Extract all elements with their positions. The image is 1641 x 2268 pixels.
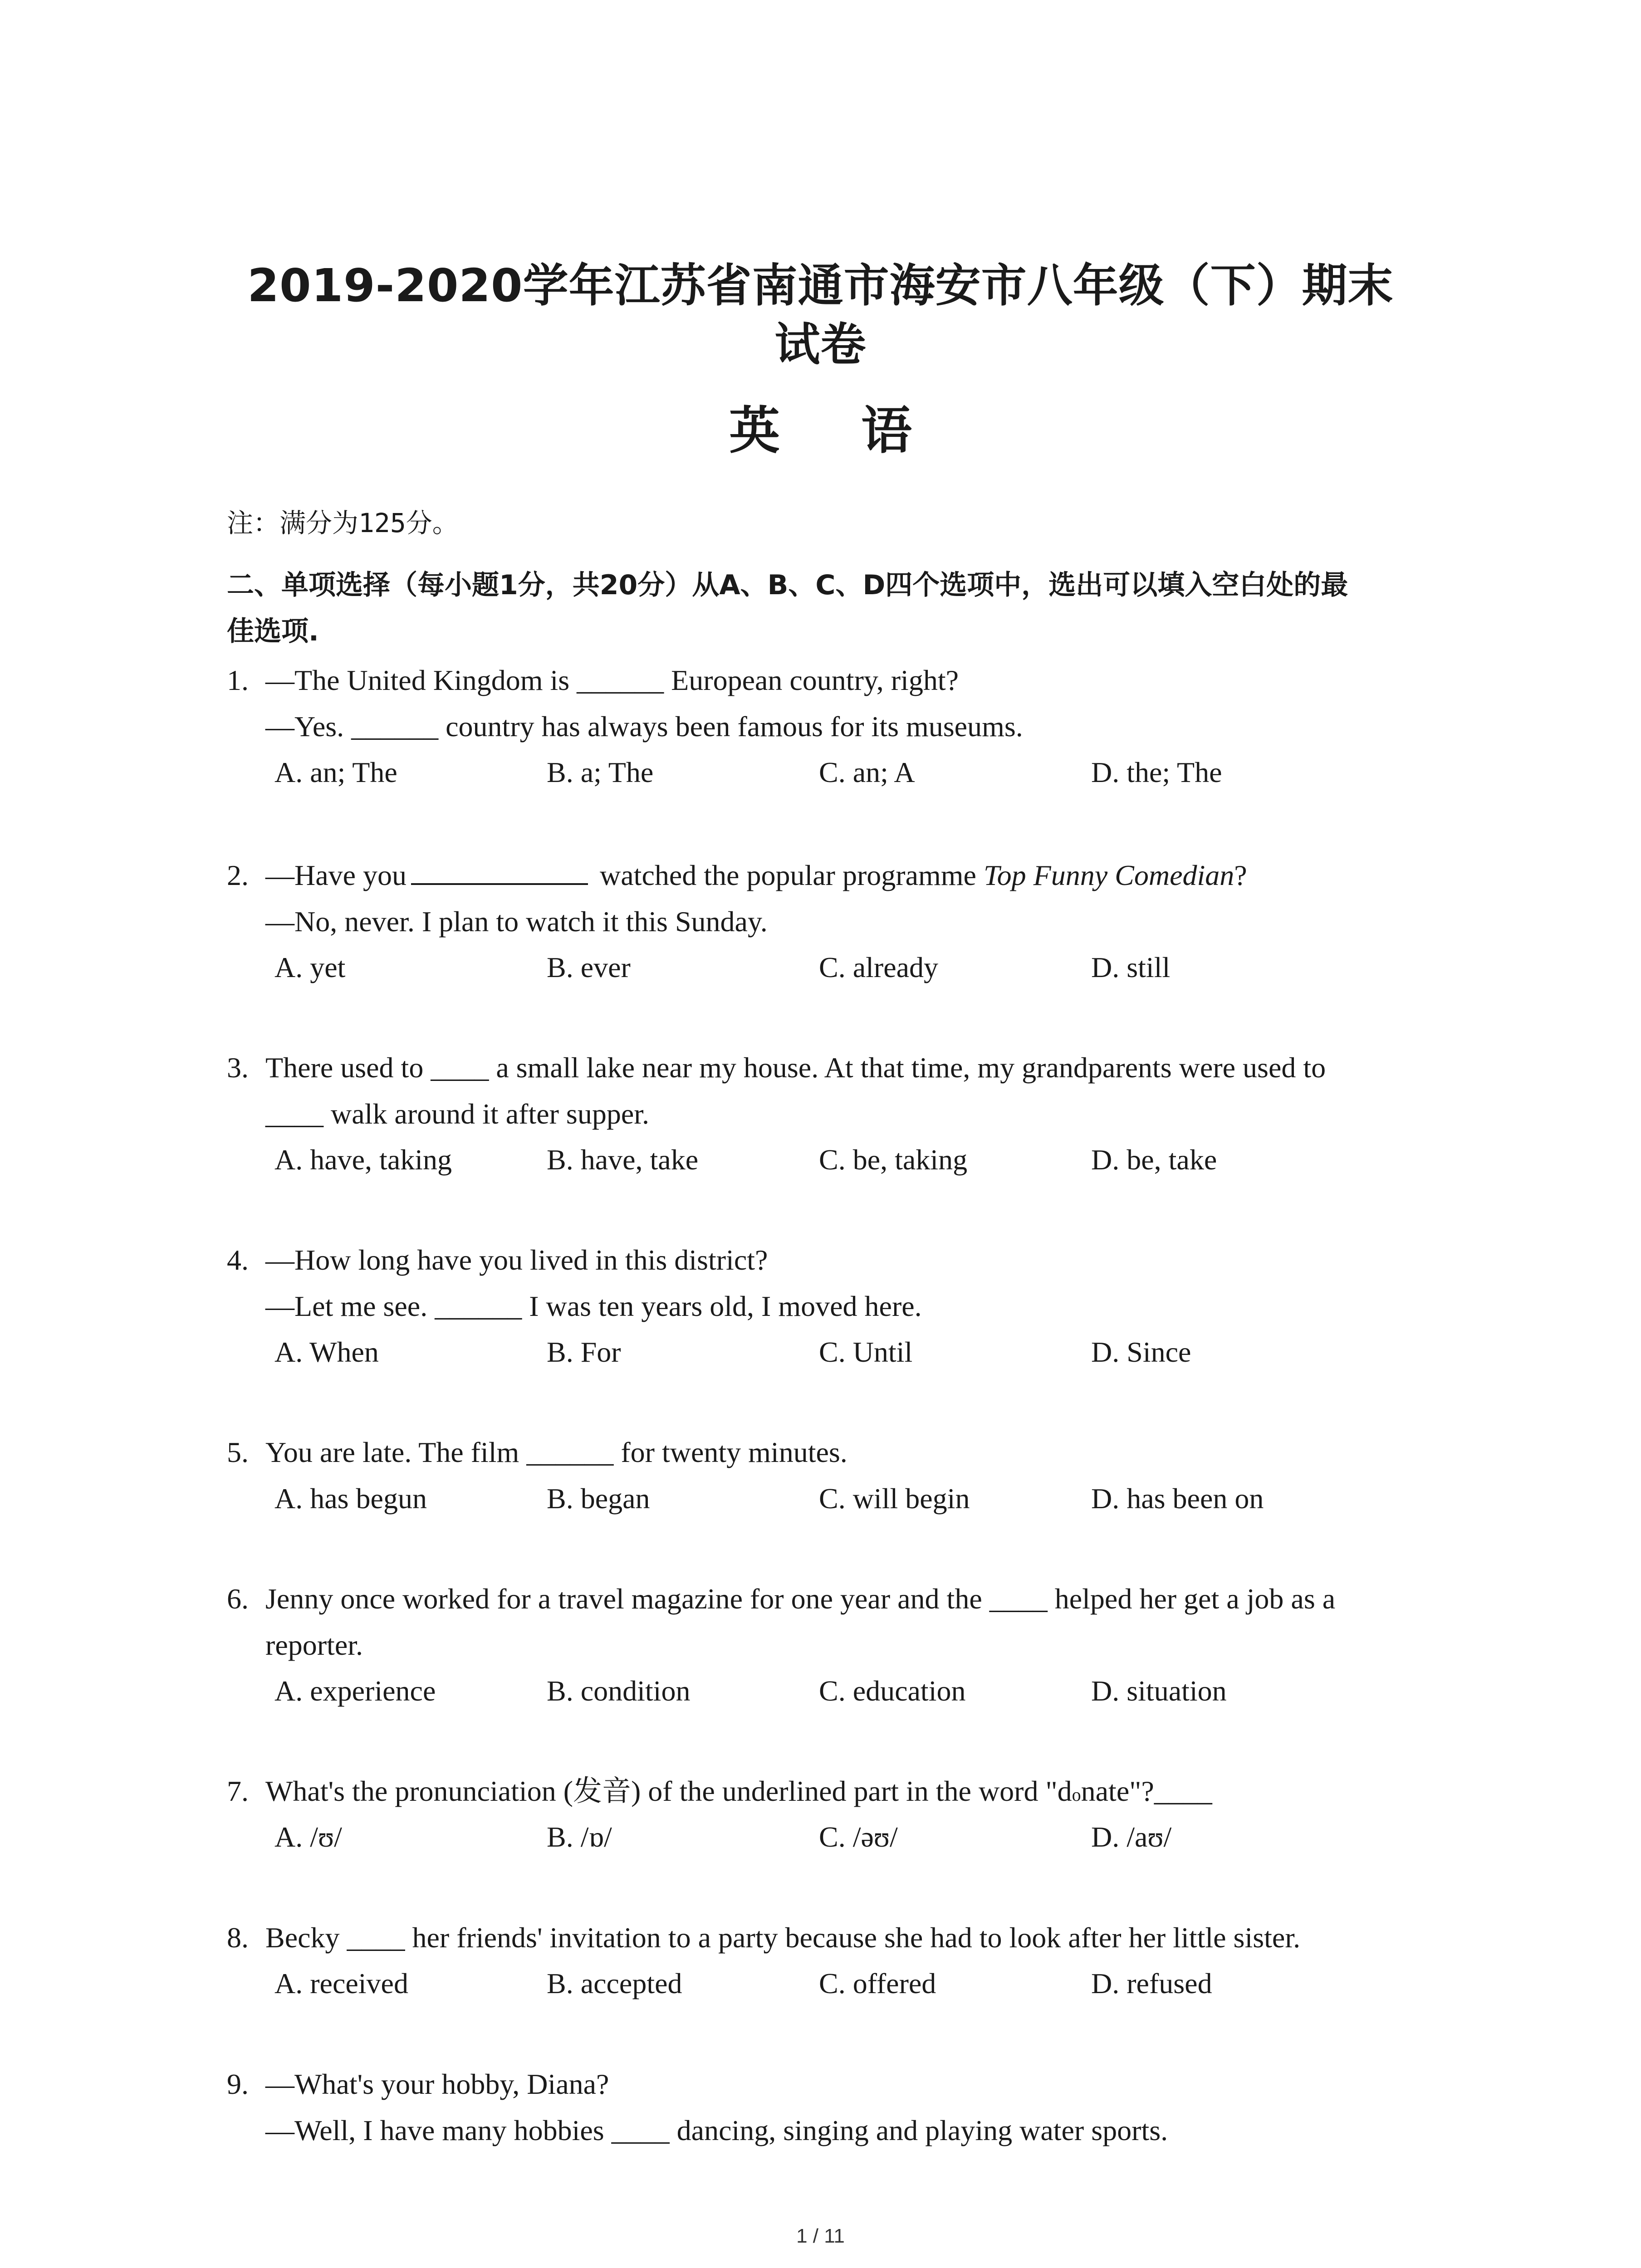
option-b[interactable]: B. a; The xyxy=(547,756,654,788)
option-a[interactable]: A. has begun xyxy=(274,1482,427,1515)
answer-blank xyxy=(411,855,588,885)
option-d[interactable]: D. be, take xyxy=(1091,1144,1217,1176)
document-title: 2019-2020学年江苏省南通市海安市八年级（下）期末 xyxy=(247,259,1394,312)
question-text: —Let me see. ______ I was ten years old, I moved here. xyxy=(265,1290,922,1322)
option-a[interactable]: A. When xyxy=(274,1336,379,1368)
question-text: You are late. The film ______ for twenty minutes. xyxy=(265,1436,847,1468)
option-a[interactable]: A. received xyxy=(274,1967,408,1999)
option-b[interactable]: B. condition xyxy=(547,1675,691,1707)
option-d[interactable]: D. situation xyxy=(1091,1675,1227,1707)
option-d[interactable]: D. Since xyxy=(1091,1336,1191,1368)
option-d[interactable]: D. /aʊ/ xyxy=(1091,1821,1172,1853)
question-text-part: nate"?____ xyxy=(1081,1775,1212,1807)
option-b[interactable]: B. accepted xyxy=(547,1967,682,1999)
option-a[interactable]: A. /ʊ/ xyxy=(274,1821,342,1853)
section-heading-continued: 佳选项. xyxy=(227,616,319,647)
question-text-part: watched the popular programme xyxy=(593,859,984,891)
option-b[interactable]: B. have, take xyxy=(547,1144,699,1176)
page-number: 1 / 11 xyxy=(796,2225,845,2247)
question-text: —Yes. ______ country has always been famous for its museums. xyxy=(265,710,1023,743)
question-number: 7. xyxy=(227,1775,249,1807)
question-number: 9. xyxy=(227,2068,249,2100)
question-text: —The United Kingdom is ______ European country, right? xyxy=(265,664,959,696)
option-c[interactable]: C. an; A xyxy=(819,756,915,788)
option-c[interactable]: C. /əʊ/ xyxy=(819,1821,898,1853)
option-a[interactable]: A. have, taking xyxy=(274,1144,452,1176)
option-b[interactable]: B. ever xyxy=(547,951,631,983)
question-text: There used to ____ a small lake near my house. At that time, my grandparents were used to xyxy=(265,1051,1326,1084)
question-number: 3. xyxy=(227,1051,249,1084)
underlined-letter: o xyxy=(1072,1784,1081,1805)
question-text: —How long have you lived in this district? xyxy=(265,1244,768,1276)
document-title-continued: 试卷 xyxy=(774,318,867,371)
question-text-part: —Have you xyxy=(265,859,407,891)
question-text xyxy=(265,853,1247,898)
score-note: 注：满分为125分。 xyxy=(227,508,459,538)
question-number: 4. xyxy=(227,1244,249,1276)
option-c[interactable]: C. education xyxy=(819,1675,966,1707)
option-d[interactable]: D. has been on xyxy=(1091,1482,1264,1515)
option-b[interactable]: B. began xyxy=(547,1482,650,1515)
question-number: 2. xyxy=(227,859,249,891)
question-text: Jenny once worked for a travel magazine for one year and the ____ helped her get a job as a xyxy=(265,1583,1336,1615)
question-text: —No, never. I plan to watch it this Sunday. xyxy=(265,905,768,938)
option-d[interactable]: D. refused xyxy=(1091,1967,1212,1999)
option-a[interactable]: A. yet xyxy=(274,951,346,983)
question-text-part: What's the pronunciation (发音) of the underlined part in the word "d xyxy=(265,1775,1072,1807)
option-d[interactable]: D. the; The xyxy=(1091,756,1222,788)
option-a[interactable]: A. an; The xyxy=(274,756,397,788)
option-b[interactable]: B. For xyxy=(547,1336,621,1368)
option-a[interactable]: A. experience xyxy=(274,1675,436,1707)
question-text-part: ? xyxy=(1234,859,1247,891)
question-text: Becky ____ her friends' invitation to a party because she had to look after her little sister. xyxy=(265,1921,1301,1954)
question-text xyxy=(265,1769,1212,1818)
question-number: 5. xyxy=(227,1436,249,1468)
question-text: ____ walk around it after supper. xyxy=(265,1098,649,1130)
option-c[interactable]: C. already xyxy=(819,951,938,983)
programme-title: Top Funny Comedian xyxy=(983,859,1234,891)
subject-title: 英 语 xyxy=(729,401,944,460)
question-number: 6. xyxy=(227,1583,249,1615)
option-c[interactable]: C. will begin xyxy=(819,1482,970,1515)
question-number: 8. xyxy=(227,1921,249,1954)
question-text: reporter. xyxy=(265,1629,363,1661)
option-b[interactable]: B. /ɒ/ xyxy=(547,1821,612,1853)
question-text: —Well, I have many hobbies ____ dancing, singing and playing water sports. xyxy=(265,2114,1168,2146)
question-number: 1. xyxy=(227,664,249,696)
option-c[interactable]: C. Until xyxy=(819,1336,913,1368)
option-d[interactable]: D. still xyxy=(1091,951,1171,983)
option-c[interactable]: C. be, taking xyxy=(819,1144,968,1176)
section-heading: 二、单项选择（每小题1分，共20分）从A、B、C、D四个选项中，选出可以填入空白处的最 xyxy=(227,569,1348,601)
question-text: —What's your hobby, Diana? xyxy=(265,2068,609,2100)
option-c[interactable]: C. offered xyxy=(819,1967,936,1999)
